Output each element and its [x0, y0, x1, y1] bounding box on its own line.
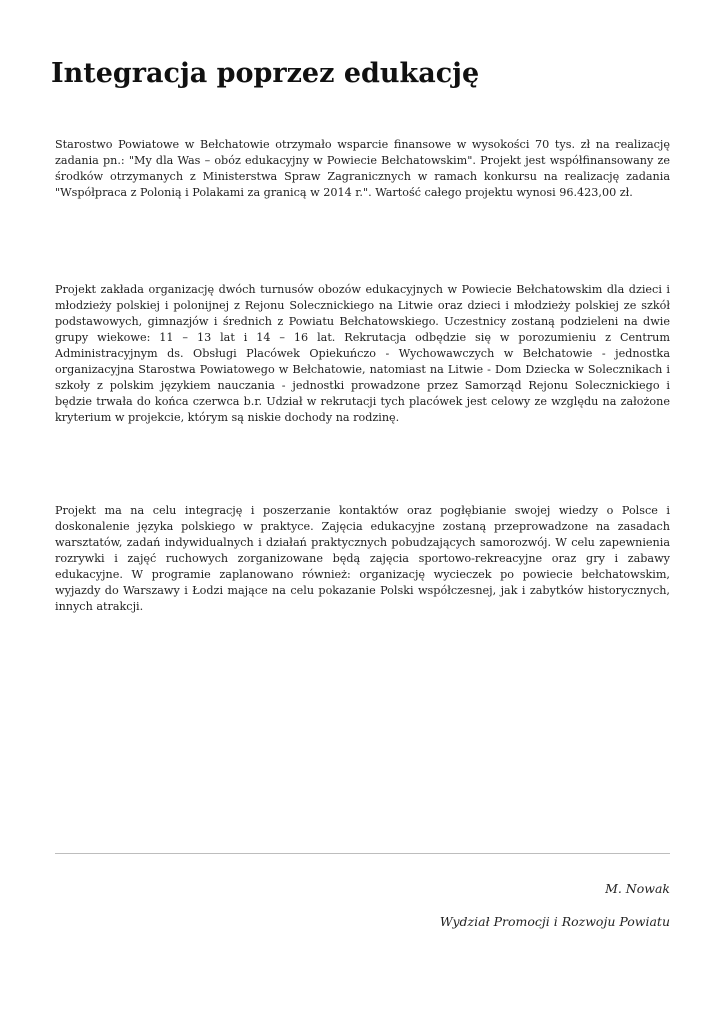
paragraph-goals: Projekt ma na celu integrację i poszerzanie kontaktów oraz pogłębianie swojej wiedzy o Polsce i doskonalenie języka polskiego w praktyce. Zajęcia edukacyjne zostaną przeprowadzone na zasadach warsztatów, zadań indywidualnych i działań praktycznych pobudzających samorozwój. W celu zapewnienia rozrywki i zajęć ruchowych zorganizowane będą zajęcia sportowo-rekreacyjne oraz gry i zabawy edukacyjne. W programie zaplanowano również: organizację wycieczek po powiecie bełchatowskim, wyjazdy do Warszawy i Łodzi mające na celu pokazanie Polski współczesnej, jak i zabytków historycznych, innych atrakcji. [55, 504, 670, 613]
signature-department: Wydział Promocji i Rozwoju Powiatu [439, 914, 670, 929]
page-title: Integracja poprzez edukację [51, 58, 480, 89]
paragraph-organization: Projekt zakłada organizację dwóch turnusów obozów edukacyjnych w Powiecie Bełchatowskim dla dzieci i młodzieży polskiej i polonijnej z Rejonu Solecznickiego na Litwie oraz dzieci i młodzieży polskiej ze szkół podstawowych, gimnazjów i średnich z Powiatu Bełchatowskiego. Uczestnicy zostaną podzieleni na dwie grupy wiekowe: 11 – 13 lat i 14 – 16 lat. Rekrutacja odbędzie się w porozumieniu z Centrum Administracyjnym ds. Obsługi Placówek Opiekuńczo - Wychowawczych w Bełchatowie - jednostka organizacyjna Starostwa Powiatowego w Bełchatowie, natomiast na Litwie - Dom Dziecka w Solecznikach i szkoły z polskim językiem nauczania - jednostki prowadzone przez Samorząd Rejonu Solecznickiego i będzie trwała do końca czerwca b.r. Udział w rekrutacji tych placówek jest celowy ze względu na założone kryterium w projekcie, którym są niskie dochody na rodzinę. [55, 283, 670, 424]
signature-author: M. Nowak [605, 881, 670, 896]
footer-divider [55, 853, 670, 854]
paragraph-funding: Starostwo Powiatowe w Bełchatowie otrzymało wsparcie finansowe w wysokości 70 tys. zł na realizację zadania pn.: "My dla Was – obóz edukacyjny w Powiecie Bełchatowskim". Projekt jest współfinansowany ze środków otrzymanych z Ministerstwa Spraw Zagranicznych w ramach konkursu na realizację zadania "Współpraca z Polonią i Polakami za granicą w 2014 r.". Wartość całego projektu wynosi 96.423,00 zł. [55, 138, 670, 199]
